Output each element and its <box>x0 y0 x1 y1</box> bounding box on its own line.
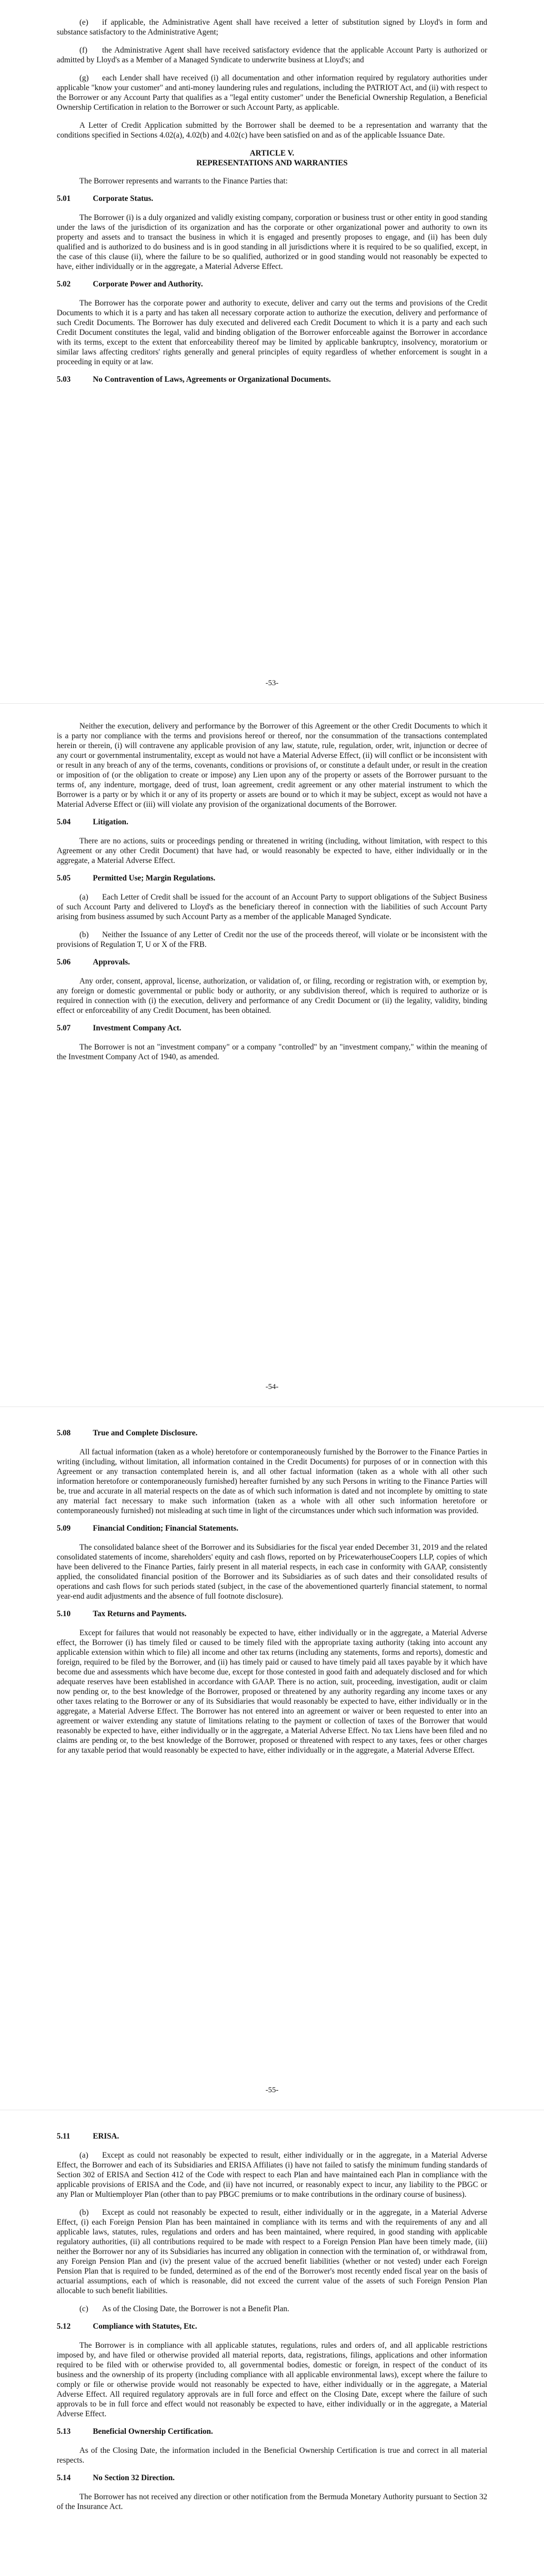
paragraph <box>57 721 487 809</box>
section-number: 5.11 <box>57 2132 71 2141</box>
section-number: 5.08 <box>57 1429 71 1437</box>
paragraph <box>57 121 487 140</box>
paragraph-text: The Borrower is not an "investment company" or a company "controlled" by an "investment company," within the meaning of the Investment Company Act of 1940, as amended. <box>57 1043 487 1061</box>
section-number: 5.13 <box>57 2427 71 2436</box>
paragraph-text: Except for failures that would not reasonably be expected to have, either individually or in the aggregate, a Material Adverse effect, the Borrower (i) has timely filed or caused to be timely filed with the appropriate taxing authority (taking into account any applicable extension within which to file) all income and other tax returns (including any statements, forms and reports), domestic and foreign, required to be filed by the Borrower, and (ii) has timely paid or caused to have timely paid all taxes payable by it which have become due and assessments which have become due, except for those contested in good faith and adequately disclosed and for which adequate reserves have been established in accordance with GAAP. There is no action, suit, proceeding, investigation, audit or claim now pending or, to the best knowledge of the Borrower, proposed or threatened by any authority regarding any income taxes or any other taxes relating to the Borrower or any of its Subsidiaries that would reasonably be expected to have, either individually or in the aggregate, a Material Adverse Effect. The Borrower has not entered into an agreement or waiver or been requested to enter into an agreement or waiver extending any statute of limitations relating to the payment or collection of taxes of the Borrower that would reasonably be expected to have, either individually or in the aggregate, a Material Adverse Effect. No tax Liens have been filed and no claims are pending or, to the best knowledge of the Borrower, proposed or threatened with respect to any taxes, fees or other charges for any taxable period that would reasonably be expected to have, either individually or in the aggregate, a Material Adverse Effect. <box>57 1629 487 1755</box>
paragraph-text: Except as could not reasonably be expected to result, either individually or in the aggregate, in a Material Adverse Effect, (i) each Foreign Pension Plan has been maintained in compliance with its terms and with the requirements of any and all applicable laws, statutes, rules, regulations and orders and has been maintained, where required, in good standing with applicable regulatory authorities, (ii) all contributions required to be made with respect to a Foreign Pension Plan have been timely made, (iii) neither the Borrower nor any of its Subsidiaries has incurred any obligation in connection with the termination of, or withdrawal from, any Foreign Pension Plan and (iv) the present value of the accrued benefit liabilities (whether or not vested) under each Foreign Pension Plan that is required to be funded, determined as of the end of the Borrower's most recently ended fiscal year on the basis of actuarial assumptions, each of which is reasonable, did not exceed the current value of the assets of such Foreign Pension Plan allocable to such benefit liabilities. <box>57 2208 487 2295</box>
paragraph <box>57 2304 487 2314</box>
paragraph <box>57 2492 487 2512</box>
document-page <box>0 2110 544 2576</box>
section-number: 5.10 <box>57 1609 71 1618</box>
section-number: 5.14 <box>57 2473 71 2482</box>
section-number: 5.06 <box>57 958 71 967</box>
section-number: 5.02 <box>57 280 71 289</box>
paragraph-text: As of the Closing Date, the Borrower is not a Benefit Plan. <box>102 2304 289 2313</box>
section-heading <box>57 2132 487 2141</box>
paragraph <box>57 1628 487 1755</box>
section-heading <box>57 958 487 967</box>
section-heading <box>57 2473 487 2483</box>
paragraph <box>57 1042 487 1062</box>
section-heading <box>57 1524 487 1533</box>
section-title: Compliance with Statutes, Etc. <box>93 2322 197 2331</box>
section-title: ERISA. <box>93 2132 119 2141</box>
page-number: -54- <box>266 1383 278 1391</box>
section-title: Permitted Use; Margin Regulations. <box>93 874 216 883</box>
section-heading <box>57 818 487 827</box>
section-heading <box>57 280 487 289</box>
paragraph <box>57 2150 487 2199</box>
clause-label: (a) <box>79 893 89 902</box>
section-number: 5.09 <box>57 1524 71 1533</box>
paragraph-text: Any order, consent, approval, license, authorization, or validation of, or filing, recording or registration with, or exemption by, any foreign or domestic governmental or public body or authority, or any subdivision thereof, which is required to authorize or is required in connection with (i) the execution, delivery and performance of any Credit Document or (ii) the legality, validity, binding effect or enforceability of any Credit Document, has been obtained. <box>57 977 487 1015</box>
paragraph <box>57 2208 487 2296</box>
paragraph <box>57 298 487 367</box>
section-number: 5.04 <box>57 818 71 826</box>
paragraph-text: The Borrower represents and warrants to the Finance Parties that: <box>79 177 288 185</box>
document-page <box>0 703 544 1406</box>
paragraph <box>57 45 487 65</box>
section-number: 5.03 <box>57 375 71 384</box>
paragraph-text: Except as could not reasonably be expected to result, either individually or in the aggregate, in a Material Adverse Effect, the Borrower and each of its Subsidiaries and ERISA Affiliates (i) have not failed to satisfy the minimum funding standards of Section 302 of ERISA and Section 412 of the Code with respect to each Plan and have maintained each Plan in compliance with the applicable provisions of ERISA and the Code, and (ii) have not incurred, or reasonably expect to incur, any liability to the PBGC or any Plan or Multiemployer Plan (other than to pay PBGC premiums or to make contributions in the ordinary course of business). <box>57 2151 487 2199</box>
paragraph-text: each Lender shall have received (i) all documentation and other information required by regulatory authorities under applicable "know your customer" and anti-money laundering rules and regulations, including the PATRIOT Act, and (ii) with respect to the Borrower or any Account Party that qualifies as a "legal entity customer" under the Beneficial Ownership Regulation, a Beneficial Ownership Certification in relation to the Borrower or such Account Party, as applicable. <box>57 74 487 112</box>
section-title: True and Complete Disclosure. <box>93 1429 197 1437</box>
paragraph <box>57 73 487 112</box>
paragraph-text: if applicable, the Administrative Agent shall have received a letter of substitution signed by Lloyd's in form and substance satisfactory to the Administrative Agent; <box>57 18 487 37</box>
section-title: Corporate Power and Authority. <box>93 280 203 289</box>
paragraph-text: The Borrower is in compliance with all applicable statutes, regulations, rules and orders of, and all applicable restrictions imposed by, and have filed or otherwise provided all material reports, data, registrations, filings, applications and other information required to be filed with or otherwise provided to, all governmental bodies, domestic or foreign, in respect of the conduct of its business and the ownership of its property (including compliance with all applicable environmental laws), except where the failure to comply or file or otherwise provide would not reasonably be expected to have, either individually or in the aggregate, a Material Adverse Effect. All required regulatory approvals are in full force and effect on the Closing Date, except where the failure of such approvals to be in full force and effect would not reasonably be expected to have, either individually or in the aggregate, a Material Adverse Effect. <box>57 2341 487 2418</box>
paragraph <box>57 2341 487 2419</box>
article-title: REPRESENTATIONS AND WARRANTIES <box>196 159 348 167</box>
paragraph <box>57 892 487 922</box>
paragraph <box>57 1543 487 1601</box>
clause-label: (e) <box>79 18 89 27</box>
section-heading <box>57 194 487 204</box>
section-title: Tax Returns and Payments. <box>93 1609 187 1618</box>
article-heading <box>57 148 487 168</box>
section-heading <box>57 1609 487 1619</box>
paragraph <box>57 930 487 950</box>
paragraph-text: As of the Closing Date, the information included in the Beneficial Ownership Certification is true and correct in all material respects. <box>57 2446 487 2465</box>
section-title: Beneficial Ownership Certification. <box>93 2427 213 2436</box>
document-page <box>0 1406 544 2110</box>
section-title: Approvals. <box>93 958 130 967</box>
clause-label: (b) <box>79 2208 89 2217</box>
section-title: Litigation. <box>93 818 128 826</box>
clause-label: (b) <box>79 930 89 939</box>
paragraph <box>57 976 487 1015</box>
clause-label: (a) <box>79 2151 89 2160</box>
page-number: -53- <box>266 679 278 687</box>
paragraph-text: The consolidated balance sheet of the Borrower and its Subsidiaries for the fiscal year ended December 31, 2019 and the related consolidated statements of income, shareholders' equity and cash flows, reported on by PricewaterhouseCoopers LLP, copies of which have been delivered to the Finance Parties, fairly present in all material respects, in each case in conformity with GAAP, consistently applied, the consolidated financial position of the Borrower and its Subsidiaries as of such dates and their consolidated results of operations and cash flows for such periods stated (subject, in the case of the abovementioned quarterly financial statement, to normal year-end audit adjustments and the absence of full footnote disclosure). <box>57 1543 487 1601</box>
paragraph <box>57 2446 487 2465</box>
paragraph <box>57 18 487 37</box>
clause-label: (g) <box>79 74 89 82</box>
section-title: No Contravention of Laws, Agreements or Organizational Documents. <box>93 375 331 384</box>
paragraph <box>57 836 487 866</box>
paragraph-text: A Letter of Credit Application submitted by the Borrower shall be deemed to be a representation and warranty that the conditions specified in Sections 4.02(a), 4.02(b) and 4.02(c) have been satisfied on and as of the applicable Issuance Date. <box>57 121 487 140</box>
paragraph-text: All factual information (taken as a whole) heretofore or contemporaneously furnished by the Borrower to the Finance Parties in writing (including, without limitation, all information contained in the Credit Documents) for purposes of or in connection with this Agreement or any transaction contemplated herein is, and all other factual information (taken as a whole with all other such information heretofore or contemporaneously furnished) hereafter furnished by any such Persons in writing to the Finance Parties will be, true and accurate in all material respects on the date as of which such information is dated and not incomplete by omitting to state any material fact necessary to make such information (taken as a whole with all other such information heretofore or contemporaneously furnished) not misleading at such time in light of the circumstances under which such information was provided. <box>57 1448 487 1515</box>
paragraph-text: the Administrative Agent shall have received satisfactory evidence that the applicable Account Party is authorized or admitted by Lloyd's as a Member of a Managed Syndicate to underwrite business at Lloyd's; and <box>57 46 487 64</box>
paragraph <box>57 176 487 186</box>
paragraph-text: Neither the execution, delivery and performance by the Borrower of this Agreement or the other Credit Documents to which it is a party nor compliance with the terms and provisions hereof or thereof, nor the consummation of the transactions contemplated herein or therein, (i) will contravene any applicable provision of any law, statute, rule, regulation, order, writ, injunction or decree of any court or governmental instrumentality, except as would not have a Material Adverse Effect, (ii) will conflict or be inconsistent with or result in any breach of any of the terms, covenants, conditions or provisions of, or constitute a default under, or result in the creation or imposition of (or the obligation to create or impose) any Lien upon any of the property or assets of the Borrower pursuant to the terms of, any indenture, mortgage, deed of trust, loan agreement, credit agreement or any other material instrument to which the Borrower is a party or by which it or any of its property or assets are bound or to which it may be subject, except as would not have a Material Adverse Effect or (iii) will violate any provision of the organizational documents of the Borrower. <box>57 722 487 809</box>
section-title: Financial Condition; Financial Statements. <box>93 1524 239 1533</box>
section-title: No Section 32 Direction. <box>93 2473 175 2482</box>
section-number: 5.12 <box>57 2322 71 2331</box>
section-number: 5.01 <box>57 194 71 203</box>
section-heading <box>57 1024 487 1033</box>
section-heading <box>57 874 487 883</box>
paragraph <box>57 1447 487 1516</box>
section-title: Investment Company Act. <box>93 1024 182 1032</box>
section-title: Corporate Status. <box>93 194 154 203</box>
paragraph-text: The Borrower has not received any direction or other notification from the Bermuda Monetary Authority pursuant to Section 32 of the Insurance Act. <box>57 2493 487 2511</box>
paragraph-text: There are no actions, suits or proceedings pending or threatened in writing (including, without limitation, with respect to this Agreement or any other Credit Document) that have had, or would reasonably be expected to have, either individually or in the aggregate, a Material Adverse Effect. <box>57 837 487 865</box>
clause-label: (c) <box>79 2304 89 2313</box>
page-number: -55- <box>266 2086 278 2094</box>
paragraph <box>57 213 487 272</box>
section-number: 5.07 <box>57 1024 71 1032</box>
document-page <box>0 0 544 703</box>
paragraph-text: The Borrower has the corporate power and authority to execute, deliver and carry out the terms and provisions of the Credit Documents to which it is a party and has taken all necessary corporate action to authorize the execution, delivery and performance of such Credit Documents. The Borrower has duly executed and delivered each Credit Document to which it is a party and each such Credit Document constitutes the legal, valid and binding obligation of the Borrower enforceable against the Borrower in accordance with its terms, except to the extent that enforceability thereof may be limited by applicable bankruptcy, insolvency, moratorium or similar laws affecting creditors' rights generally and general principles of equity regardless of whether enforcement is sought in a proceeding in equity or at law. <box>57 299 487 366</box>
section-number: 5.05 <box>57 874 71 883</box>
section-heading <box>57 2322 487 2331</box>
article-number: ARTICLE V. <box>250 149 294 158</box>
paragraph-text: Neither the Issuance of any Letter of Credit nor the use of the proceeds thereof, will violate or be inconsistent with the provisions of Regulation T, U or X of the FRB. <box>57 930 487 949</box>
paragraph-text: The Borrower (i) is a duly organized and validly existing company, corporation or business trust or other entity in good standing under the laws of the jurisdiction of its organization and has the corporate or other organizational power and authority to own its property and assets and to transact the business in which it is engaged and presently proposes to engage, and (ii) has been duly qualified and is authorized to do business and is in good standing in all jurisdictions where it is required to be so qualified, except, in the case of this clause (ii), where the failure to be so qualified, authorized or in good standing would not reasonably be expected to have, either individually or in the aggregate, a Material Adverse Effect. <box>57 213 487 271</box>
section-heading <box>57 1429 487 1438</box>
clause-label: (f) <box>79 46 88 55</box>
paragraph-text: Each Letter of Credit shall be issued for the account of an Account Party to support obligations of the Subject Business of such Account Party and delivered to Lloyd's as the beneficiary thereof in connection with the liabilities of such Account Party arising from business assumed by such Account Party as a member of the applicable Managed Syndicate. <box>57 893 487 921</box>
section-heading <box>57 375 487 384</box>
section-heading <box>57 2427 487 2436</box>
